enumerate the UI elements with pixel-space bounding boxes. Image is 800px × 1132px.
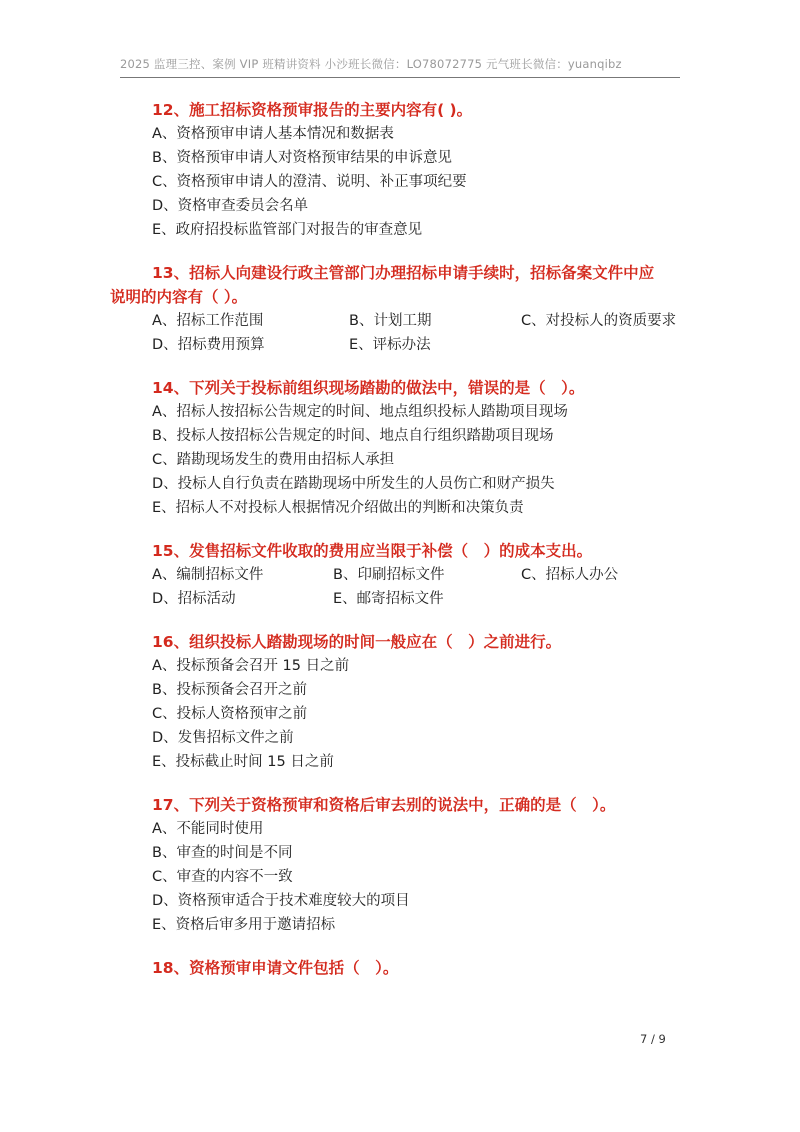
option-c: C、审查的内容不一致 — [152, 869, 293, 885]
question-title: 12、施工招标资格预审报告的主要内容有( )。 — [152, 101, 473, 119]
option-d: D、发售招标文件之前 — [152, 730, 294, 746]
option-c: C、招标人办公 — [521, 567, 619, 583]
header-divider — [120, 77, 680, 78]
option-d: D、资格预审适合于技术难度较大的项目 — [152, 893, 410, 909]
option-e: E、招标人不对投标人根据情况介绍做出的判断和决策负责 — [152, 500, 524, 516]
option-a: A、不能同时使用 — [152, 821, 264, 837]
option-row — [152, 563, 697, 587]
option-a: A、招标工作范围 — [152, 313, 264, 329]
option-a: A、投标预备会召开 15 日之前 — [152, 658, 350, 674]
option-e: E、政府招投标监管部门对报告的审查意见 — [152, 222, 423, 238]
question-title: 17、下列关于资格预审和资格后审去别的说法中，正确的是（ ）。 — [152, 796, 616, 814]
option-b: B、计划工期 — [349, 313, 432, 329]
question-17 — [152, 793, 697, 937]
option-a: A、资格预审申请人基本情况和数据表 — [152, 126, 394, 142]
option-d: D、招标活动 — [152, 591, 236, 607]
question-title-line1: 13、招标人向建设行政主管部门办理招标申请手续时，招标备案文件中应 — [152, 264, 655, 282]
question-title-line2: 说明的内容有（ ）。 — [110, 288, 248, 306]
option-b: B、投标预备会召开之前 — [152, 682, 307, 698]
page-number: 7 / 9 — [640, 1032, 666, 1046]
option-c: C、资格预审申请人的澄清、说明、补正事项纪要 — [152, 174, 467, 190]
option-d: D、资格审查委员会名单 — [152, 198, 309, 214]
question-12 — [152, 98, 697, 242]
option-row — [152, 587, 697, 611]
option-b: B、印刷招标文件 — [333, 567, 445, 583]
option-d: D、招标费用预算 — [152, 337, 265, 353]
option-c: C、踏勘现场发生的费用由招标人承担 — [152, 452, 395, 468]
question-13 — [110, 261, 697, 357]
option-b: B、资格预审申请人对资格预审结果的申诉意见 — [152, 150, 452, 166]
option-a: A、招标人按招标公告规定的时间、地点组织投标人踏勘项目现场 — [152, 404, 568, 420]
option-b: B、投标人按招标公告规定的时间、地点自行组织踏勘项目现场 — [152, 428, 554, 444]
question-15 — [152, 539, 697, 611]
option-d: D、投标人自行负责在踏勘现场中所发生的人员伤亡和财产损失 — [152, 476, 555, 492]
option-e: E、邮寄招标文件 — [333, 591, 444, 607]
question-18 — [152, 956, 697, 980]
question-title: 16、组织投标人踏勘现场的时间一般应在（ ）之前进行。 — [152, 633, 562, 651]
question-title: 15、发售招标文件收取的费用应当限于补偿（ ）的成本支出。 — [152, 542, 593, 560]
question-14 — [152, 376, 697, 520]
option-e: E、投标截止时间 15 日之前 — [152, 754, 334, 770]
page-header: 2025 监理三控、案例 VIP 班精讲资料 小沙班长微信：LO78072775 元气班长微信：yuanqibz — [120, 57, 622, 71]
option-row — [152, 309, 697, 333]
option-row — [152, 333, 697, 357]
question-title: 14、下列关于投标前组织现场踏勘的做法中，错误的是（ ）。 — [152, 379, 585, 397]
question-16 — [152, 630, 697, 774]
option-b: B、审查的时间是不同 — [152, 845, 293, 861]
document-body — [110, 98, 697, 999]
option-a: A、编制招标文件 — [152, 567, 264, 583]
option-c: C、投标人资格预审之前 — [152, 706, 308, 722]
question-title: 18、资格预审申请文件包括（ ）。 — [152, 959, 399, 977]
option-e: E、资格后审多用于邀请招标 — [152, 917, 336, 933]
option-c: C、对投标人的资质要求 — [521, 313, 677, 329]
option-e: E、评标办法 — [349, 337, 431, 353]
